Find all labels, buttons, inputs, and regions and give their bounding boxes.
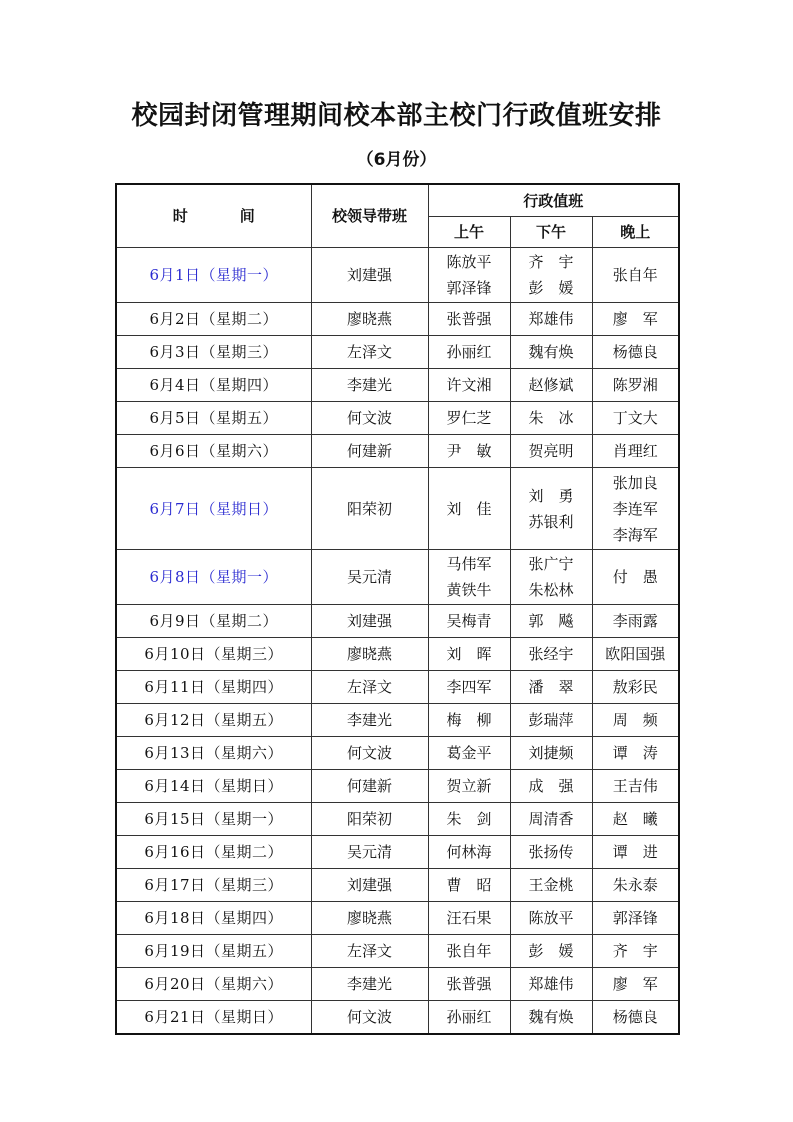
- duty-name: 张自年: [612, 266, 658, 284]
- cell-afternoon: [510, 803, 592, 836]
- header-admin-duty: 行政值班: [428, 184, 679, 217]
- duty-name: 朱 剑: [446, 810, 492, 828]
- duty-name: 孙丽红: [446, 1008, 492, 1026]
- cell-leader: 吴元清: [311, 836, 428, 869]
- cell-evening: [592, 671, 679, 704]
- duty-name: 吴梅青: [446, 612, 492, 630]
- duty-name: 贺立新: [446, 777, 492, 795]
- duty-name: 郑雄伟: [528, 310, 574, 328]
- table-row: [116, 336, 679, 369]
- table-row: [116, 902, 679, 935]
- duty-name: 葛金平: [446, 744, 492, 762]
- duty-name: 付 愚: [612, 568, 658, 586]
- cell-morning: [428, 605, 510, 638]
- duty-name: 谭 涛: [612, 744, 658, 762]
- duty-name: 周 频: [612, 711, 658, 729]
- duty-name: 张加良: [612, 473, 658, 492]
- duty-name: 汪石果: [446, 909, 492, 927]
- cell-leader: 廖晓燕: [311, 638, 428, 671]
- cell-afternoon: [510, 968, 592, 1001]
- cell-leader: 廖晓燕: [311, 902, 428, 935]
- duty-name: 陈放平: [528, 909, 574, 927]
- cell-afternoon: [510, 369, 592, 402]
- table-row: [116, 369, 679, 402]
- duty-name: 朱松林: [528, 581, 574, 599]
- cell-morning: [428, 336, 510, 369]
- cell-leader: 廖晓燕: [311, 303, 428, 336]
- schedule-body: [116, 248, 679, 1035]
- cell-morning: [428, 737, 510, 770]
- cell-morning: [428, 468, 510, 550]
- cell-evening: [592, 935, 679, 968]
- cell-afternoon: [510, 435, 592, 468]
- cell-date: 6月14日（星期日）: [116, 770, 311, 803]
- cell-afternoon: [510, 605, 592, 638]
- duty-name: 赵 曦: [612, 810, 658, 828]
- duty-name: 王吉伟: [612, 777, 658, 795]
- cell-morning: [428, 435, 510, 468]
- duty-name: 彭瑞萍: [528, 711, 574, 729]
- cell-leader: 何建新: [311, 770, 428, 803]
- duty-name: 苏银利: [528, 512, 574, 531]
- duty-name: 陈放平: [446, 253, 492, 271]
- cell-afternoon: [510, 902, 592, 935]
- duty-name: 曹 昭: [446, 876, 492, 894]
- cell-evening: [592, 605, 679, 638]
- cell-leader: 左泽文: [311, 336, 428, 369]
- cell-afternoon: [510, 303, 592, 336]
- cell-morning: [428, 869, 510, 902]
- cell-evening: [592, 902, 679, 935]
- table-row: [116, 402, 679, 435]
- duty-name: 张普强: [446, 975, 492, 993]
- table-row: [116, 704, 679, 737]
- cell-morning: [428, 303, 510, 336]
- header-evening: 晚上: [592, 217, 679, 248]
- table-row: [116, 671, 679, 704]
- cell-date: 6月17日（星期三）: [116, 869, 311, 902]
- cell-morning: [428, 836, 510, 869]
- cell-leader: 何建新: [311, 435, 428, 468]
- cell-morning: [428, 968, 510, 1001]
- duty-name: 郑雄伟: [528, 975, 574, 993]
- header-leader: 校领导带班: [311, 184, 428, 248]
- duty-name: 李四军: [446, 678, 492, 696]
- duty-name: 朱 冰: [528, 409, 574, 427]
- duty-name: 丁文大: [612, 409, 658, 427]
- duty-name: 杨德良: [612, 1008, 658, 1026]
- cell-date: 6月13日（星期六）: [116, 737, 311, 770]
- cell-leader: 李建光: [311, 968, 428, 1001]
- cell-afternoon: [510, 935, 592, 968]
- duty-name: 敖彩民: [612, 678, 658, 696]
- duty-name: 李连军: [612, 499, 658, 518]
- duty-name: 彭 媛: [528, 942, 574, 960]
- cell-date: 6月21日（星期日）: [116, 1001, 311, 1035]
- duty-name: 郭泽锋: [612, 909, 658, 927]
- cell-morning: [428, 902, 510, 935]
- cell-evening: [592, 248, 679, 303]
- cell-afternoon: [510, 704, 592, 737]
- duty-name: 梅 柳: [446, 711, 492, 729]
- duty-name: 肖理红: [612, 442, 658, 460]
- cell-morning: [428, 638, 510, 671]
- cell-date: 6月18日（星期四）: [116, 902, 311, 935]
- cell-leader: 阳荣初: [311, 468, 428, 550]
- duty-name: 陈罗湘: [612, 376, 658, 394]
- duty-name: 刘捷频: [528, 744, 574, 762]
- cell-date: 6月2日（星期二）: [116, 303, 311, 336]
- cell-morning: [428, 369, 510, 402]
- cell-morning: [428, 803, 510, 836]
- cell-morning: [428, 704, 510, 737]
- duty-name: 魏有焕: [528, 343, 574, 361]
- cell-evening: [592, 869, 679, 902]
- cell-leader: 刘建强: [311, 605, 428, 638]
- cell-afternoon: [510, 550, 592, 605]
- duty-name: 贺亮明: [528, 442, 574, 460]
- cell-date: 6月19日（星期五）: [116, 935, 311, 968]
- cell-date: 6月16日（星期二）: [116, 836, 311, 869]
- cell-leader: 吴元清: [311, 550, 428, 605]
- duty-name: 张自年: [446, 942, 492, 960]
- table-row: [116, 803, 679, 836]
- table-row: [116, 638, 679, 671]
- table-row: [116, 550, 679, 605]
- duty-name: 谭 进: [612, 843, 658, 861]
- duty-name: 刘 晖: [446, 645, 492, 663]
- table-row: [116, 303, 679, 336]
- duty-name: 许文湘: [446, 376, 492, 394]
- duty-name: 成 强: [528, 777, 574, 795]
- cell-afternoon: [510, 468, 592, 550]
- cell-afternoon: [510, 638, 592, 671]
- table-row: [116, 869, 679, 902]
- cell-leader: 何文波: [311, 737, 428, 770]
- cell-leader: 刘建强: [311, 869, 428, 902]
- cell-afternoon: [510, 402, 592, 435]
- cell-date: 6月5日（星期五）: [116, 402, 311, 435]
- cell-leader: 刘建强: [311, 248, 428, 303]
- cell-leader: 阳荣初: [311, 803, 428, 836]
- cell-evening: [592, 638, 679, 671]
- duty-name: 孙丽红: [446, 343, 492, 361]
- duty-schedule-table: [115, 183, 680, 1035]
- duty-name: 周清香: [528, 810, 574, 828]
- table-row: [116, 468, 679, 550]
- header-afternoon: 下午: [510, 217, 592, 248]
- duty-name: 廖 军: [612, 310, 658, 328]
- cell-afternoon: [510, 248, 592, 303]
- table-row: [116, 968, 679, 1001]
- cell-morning: [428, 248, 510, 303]
- page-subtitle: （6月份）: [356, 150, 437, 170]
- duty-name: 马伟军: [446, 555, 492, 573]
- duty-name: 潘 翠: [528, 678, 574, 696]
- cell-afternoon: [510, 836, 592, 869]
- cell-date: 6月20日（星期六）: [116, 968, 311, 1001]
- cell-evening: [592, 803, 679, 836]
- duty-name: 张经宇: [528, 645, 574, 663]
- cell-morning: [428, 550, 510, 605]
- cell-evening: [592, 468, 679, 550]
- duty-name: 罗仁芝: [446, 409, 492, 427]
- cell-evening: [592, 550, 679, 605]
- cell-evening: [592, 303, 679, 336]
- cell-leader: 李建光: [311, 369, 428, 402]
- table-row: [116, 935, 679, 968]
- table-row: [116, 836, 679, 869]
- cell-date: 6月15日（星期一）: [116, 803, 311, 836]
- cell-evening: [592, 704, 679, 737]
- cell-date: 6月10日（星期三）: [116, 638, 311, 671]
- duty-name: 何林海: [446, 843, 492, 861]
- table-row: [116, 435, 679, 468]
- cell-evening: [592, 402, 679, 435]
- header-time: 时 间: [116, 184, 311, 248]
- cell-date: 6月4日（星期四）: [116, 369, 311, 402]
- cell-morning: [428, 402, 510, 435]
- cell-date: 6月6日（星期六）: [116, 435, 311, 468]
- cell-leader: 何文波: [311, 402, 428, 435]
- duty-name: 刘 佳: [446, 499, 492, 518]
- table-row: [116, 605, 679, 638]
- duty-name: 赵修斌: [528, 376, 574, 394]
- duty-name: 廖 军: [612, 975, 658, 993]
- duty-name: 齐 宇: [612, 942, 658, 960]
- cell-evening: [592, 1001, 679, 1035]
- cell-evening: [592, 336, 679, 369]
- cell-evening: [592, 737, 679, 770]
- cell-morning: [428, 1001, 510, 1035]
- cell-afternoon: [510, 336, 592, 369]
- duty-name: 彭 媛: [528, 279, 574, 297]
- duty-name: 黄铁牛: [446, 581, 492, 599]
- duty-name: 尹 敏: [446, 442, 492, 460]
- cell-leader: 李建光: [311, 704, 428, 737]
- cell-evening: [592, 435, 679, 468]
- duty-name: 李雨露: [612, 612, 658, 630]
- table-row: [116, 1001, 679, 1035]
- duty-name: 郭泽锋: [446, 279, 492, 297]
- duty-name: 欧阳国强: [605, 645, 666, 663]
- duty-name: 杨德良: [612, 343, 658, 361]
- cell-morning: [428, 770, 510, 803]
- duty-name: 张广宁: [528, 555, 574, 573]
- cell-date: 6月9日（星期二）: [116, 605, 311, 638]
- duty-name: 魏有焕: [528, 1008, 574, 1026]
- cell-date: 6月12日（星期五）: [116, 704, 311, 737]
- duty-name: 张普强: [446, 310, 492, 328]
- cell-evening: [592, 369, 679, 402]
- cell-date: 6月1日（星期一）: [116, 248, 311, 303]
- cell-leader: 左泽文: [311, 671, 428, 704]
- header-morning: 上午: [428, 217, 510, 248]
- cell-afternoon: [510, 671, 592, 704]
- cell-afternoon: [510, 770, 592, 803]
- table-row: [116, 770, 679, 803]
- cell-date: 6月11日（星期四）: [116, 671, 311, 704]
- duty-name: 王金桃: [528, 876, 574, 894]
- duty-name: 张扬传: [528, 843, 574, 861]
- cell-afternoon: [510, 1001, 592, 1035]
- cell-morning: [428, 935, 510, 968]
- duty-name: 李海军: [612, 525, 658, 544]
- cell-evening: [592, 968, 679, 1001]
- duty-name: 朱永泰: [612, 876, 658, 894]
- cell-leader: 左泽文: [311, 935, 428, 968]
- cell-evening: [592, 836, 679, 869]
- cell-date: 6月3日（星期三）: [116, 336, 311, 369]
- table-row: [116, 248, 679, 303]
- table-row: [116, 737, 679, 770]
- cell-afternoon: [510, 869, 592, 902]
- cell-date: 6月7日（星期日）: [116, 468, 311, 550]
- cell-date: 6月8日（星期一）: [116, 550, 311, 605]
- cell-leader: 何文波: [311, 1001, 428, 1035]
- page-title: 校园封闭管理期间校本部主校门行政值班安排: [131, 101, 662, 131]
- duty-name: 郭 飚: [528, 612, 574, 630]
- cell-afternoon: [510, 737, 592, 770]
- duty-name: 齐 宇: [528, 253, 574, 271]
- cell-evening: [592, 770, 679, 803]
- duty-name: 刘 勇: [528, 486, 574, 505]
- cell-morning: [428, 671, 510, 704]
